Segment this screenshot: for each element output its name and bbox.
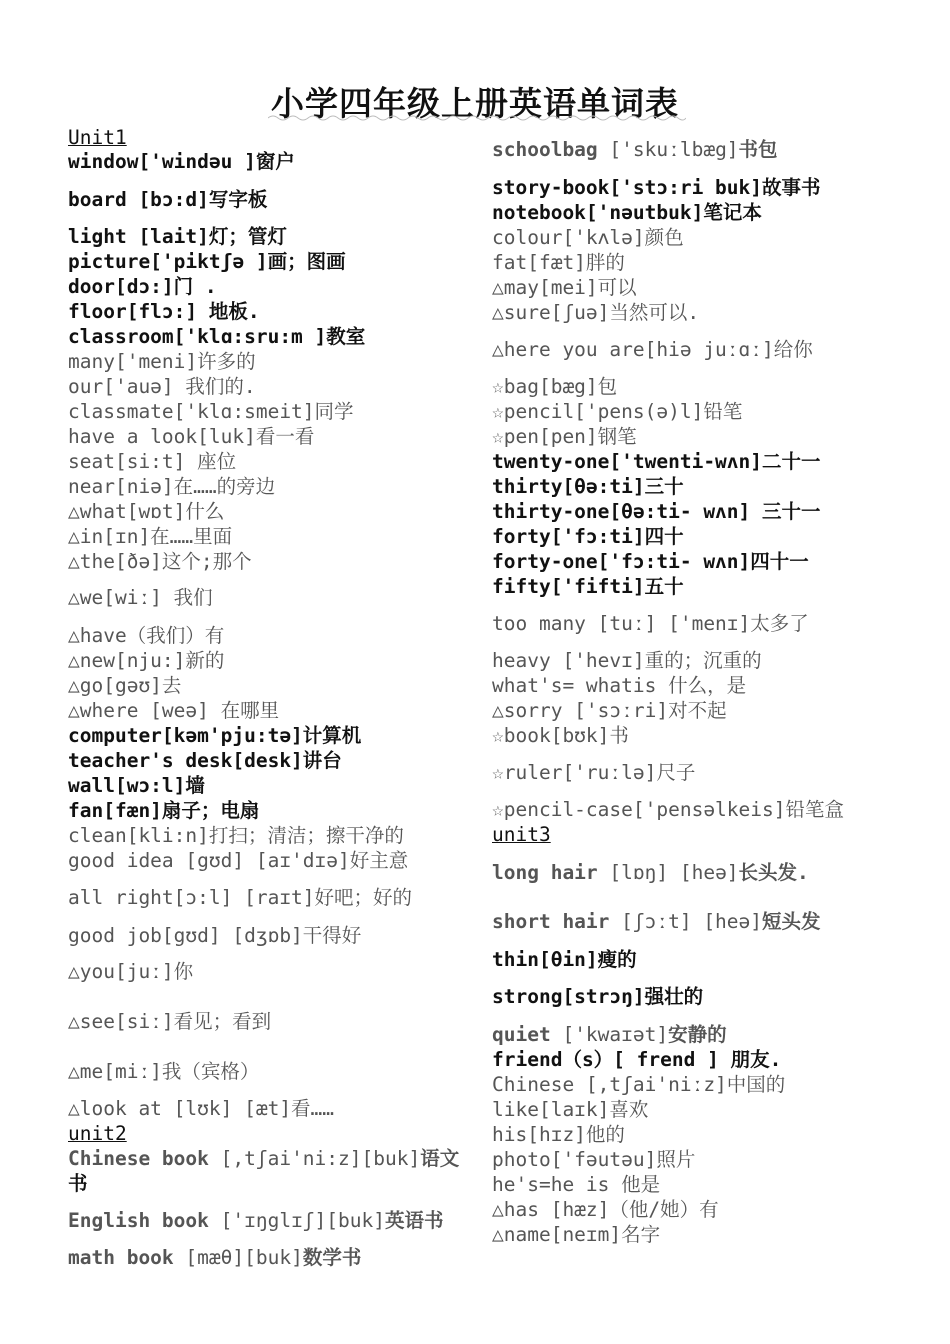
vocab-phonetic: ['ɪŋglɪʃ][buk] bbox=[220, 1209, 385, 1232]
vocab-entry: heavy ['hevɪ]重的；沉重的 bbox=[492, 649, 762, 672]
vocab-entry: △name[neɪm]名字 bbox=[492, 1223, 661, 1246]
vocab-entry: floor[flɔ:] 地板. bbox=[68, 300, 260, 323]
vocab-entry: fifty['fifti]五十 bbox=[492, 575, 684, 598]
vocab-entry: forty-one['fɔ:ti- wʌn]四十一 bbox=[492, 550, 809, 573]
vocab-entry: seat[si:t] 座位 bbox=[68, 450, 237, 473]
vocab-word: quiet bbox=[492, 1023, 563, 1046]
vocab-entry: ☆pencil['pens(ə)l]铅笔 bbox=[492, 400, 743, 423]
vocab-word: short hair bbox=[492, 910, 622, 933]
vocab-entry: photo['fəutəu]照片 bbox=[492, 1148, 696, 1171]
vocab-meaning: 数学书 bbox=[302, 1246, 362, 1269]
vocab-entry: △see[siː]看见；看到 bbox=[68, 1010, 272, 1033]
vocab-phonetic: [,tʃai'ni:z][buk] bbox=[220, 1147, 421, 1170]
vocab-meaning: 英语书 bbox=[385, 1209, 444, 1232]
vocab-entry: △look at [lʊk] [æt]看…… bbox=[68, 1097, 335, 1120]
vocab-entry: △we[wiː] 我们 bbox=[68, 586, 213, 609]
vocab-entry: △new[nju:]新的 bbox=[68, 649, 225, 672]
vocab-phonetic: ['skuːlbæg] bbox=[609, 138, 739, 161]
vocab-entry bbox=[492, 861, 809, 885]
vocab-entry: strong[strɔŋ]强壮的 bbox=[492, 985, 704, 1008]
vocab-entry: Chinese [,tʃai'niːz]中国的 bbox=[492, 1073, 786, 1096]
vocab-phonetic: ['kwaɪət] bbox=[562, 1023, 669, 1046]
vocab-word: math book bbox=[68, 1246, 186, 1269]
vocab-meaning: 书包 bbox=[738, 138, 778, 161]
vocab-entry: window['windəu ]窗户 bbox=[68, 150, 295, 173]
vocab-word: schoolbag bbox=[492, 138, 610, 161]
vocab-word: long hair bbox=[492, 861, 610, 884]
vocab-entry: teacher's desk[desk]讲台 bbox=[68, 749, 342, 772]
vocab-entry: 书 bbox=[68, 1172, 88, 1195]
vocab-meaning: 语文 bbox=[420, 1147, 460, 1170]
vocab-word: English book bbox=[68, 1209, 221, 1232]
page-title: 小学四年级上册英语单词表 bbox=[271, 84, 679, 123]
vocab-entry: he's=he is 他是 bbox=[492, 1173, 661, 1196]
vocab-entry: ☆ruler['ruːlə]尺子 bbox=[492, 761, 696, 784]
vocab-entry: △sure[ʃuə]当然可以. bbox=[492, 301, 700, 324]
vocab-entry: forty['fɔ:ti]四十 bbox=[492, 525, 684, 548]
vocab-entry bbox=[68, 1147, 459, 1171]
vocab-phonetic: [mæθ][buk] bbox=[185, 1246, 303, 1269]
vocab-entry: △me[miː]我（宾格） bbox=[68, 1060, 260, 1083]
vocab-entry: all right[ɔ:l] [raɪt]好吧；好的 bbox=[68, 886, 413, 909]
unit-heading: unit2 bbox=[68, 1122, 127, 1145]
vocab-entry bbox=[492, 910, 821, 934]
vocab-entry: △what[wɒt]什么 bbox=[68, 500, 225, 523]
vocab-entry: thirty-one[θə:ti- wʌn] 三十一 bbox=[492, 500, 821, 523]
vocab-entry: △has [hæz]（他/她）有 bbox=[492, 1198, 719, 1221]
vocab-entry: △the[ðə]这个;那个 bbox=[68, 550, 252, 573]
vocab-meaning: 长头发. bbox=[738, 861, 809, 884]
vocab-entry: △in[ɪn]在……里面 bbox=[68, 525, 233, 548]
vocab-entry: △here you are[hiə juːɑː]给你 bbox=[492, 338, 813, 361]
vocab-phonetic: [ʃɔːt] [heə] bbox=[621, 910, 763, 933]
vocab-entry: fat[fæt]胖的 bbox=[492, 251, 625, 274]
vocab-entry: ☆book[bʊk]书 bbox=[492, 724, 629, 747]
vocab-entry: his[hɪz]他的 bbox=[492, 1123, 625, 1146]
vocab-entry: have a look[luk]看一看 bbox=[68, 425, 315, 448]
vocab-entry: △where [weə] 在哪里 bbox=[68, 699, 280, 722]
vocab-entry: wall[wɔ:l]墙 bbox=[68, 774, 205, 797]
unit-heading: Unit1 bbox=[68, 126, 127, 149]
vocab-entry: clean[kli:n]打扫；清洁；擦干净的 bbox=[68, 824, 404, 847]
vocab-entry: story-book['stɔ:ri buk]故事书 bbox=[492, 176, 821, 199]
vocab-entry: ☆bag[bæg]包 bbox=[492, 375, 618, 398]
vocab-entry: too many [tuː] ['menɪ]太多了 bbox=[492, 612, 809, 635]
vocab-entry: △go[gəʊ]去 bbox=[68, 674, 182, 697]
vocab-meaning: 安静的 bbox=[668, 1023, 727, 1046]
vocab-entry: classroom['klɑ:sru:m ]教室 bbox=[68, 325, 366, 348]
vocab-entry: our['auə] 我们的. bbox=[68, 375, 256, 398]
vocab-meaning: 短头发 bbox=[762, 910, 821, 933]
vocab-entry: door[dɔ:]门 . bbox=[68, 275, 217, 298]
vocab-entry: like[laɪk]喜欢 bbox=[492, 1098, 649, 1121]
vocab-entry: classmate['klɑ:smeit]同学 bbox=[68, 400, 354, 423]
vocab-entry bbox=[492, 1023, 727, 1047]
vocab-entry: thirty[θə:ti]三十 bbox=[492, 475, 684, 498]
vocab-entry: twenty-one['twenti-wʌn]二十一 bbox=[492, 450, 821, 473]
unit-heading: unit3 bbox=[492, 823, 551, 846]
vocab-entry: fan[fæn]扇子；电扇 bbox=[68, 799, 260, 822]
vocab-entry: △sorry ['sɔːri]对不起 bbox=[492, 699, 727, 722]
vocab-word: Chinese book bbox=[68, 1147, 221, 1170]
vocab-entry: colour['kʌlə]颜色 bbox=[492, 226, 684, 249]
vocab-entry bbox=[68, 1246, 361, 1270]
vocab-entry: good idea [gʊd] [aɪ'dɪə]好主意 bbox=[68, 849, 409, 872]
vocab-entry: board [bɔ:d]写字板 bbox=[68, 188, 268, 211]
vocab-entry bbox=[68, 1209, 444, 1233]
vocab-entry: ☆pen[pen]钢笔 bbox=[492, 425, 637, 448]
vocab-entry: picture['piktʃə ]画；图画 bbox=[68, 250, 346, 273]
vocab-entry: △may[mei]可以 bbox=[492, 276, 637, 299]
vocab-entry: computer[kəm'pju:tə]计算机 bbox=[68, 724, 362, 747]
vocab-entry: △have（我们）有 bbox=[68, 624, 225, 647]
vocab-entry: thin[θin]瘦的 bbox=[492, 948, 637, 971]
vocab-entry: △you[juː]你 bbox=[68, 960, 194, 983]
vocab-entry: what's= whatis 什么，是 bbox=[492, 674, 747, 697]
vocab-entry: ☆pencil-case['pensəlkeis]铅笔盒 bbox=[492, 798, 844, 821]
vocab-entry: many['meni]许多的 bbox=[68, 350, 256, 373]
vocab-entry: light [lait]灯；管灯 bbox=[68, 225, 287, 248]
vocab-entry: notebook['nəutbuk]笔记本 bbox=[492, 201, 762, 224]
vocab-entry: good job[gʊd] [dʒɒb]干得好 bbox=[68, 924, 362, 947]
title-wavy-underline bbox=[268, 114, 686, 122]
vocab-phonetic: [lɒŋ] [heə] bbox=[609, 861, 739, 884]
vocab-entry: near[niə]在……的旁边 bbox=[68, 475, 276, 498]
vocab-entry: friend（s）[ frend ] 朋友. bbox=[492, 1048, 782, 1071]
vocab-entry bbox=[492, 138, 778, 162]
